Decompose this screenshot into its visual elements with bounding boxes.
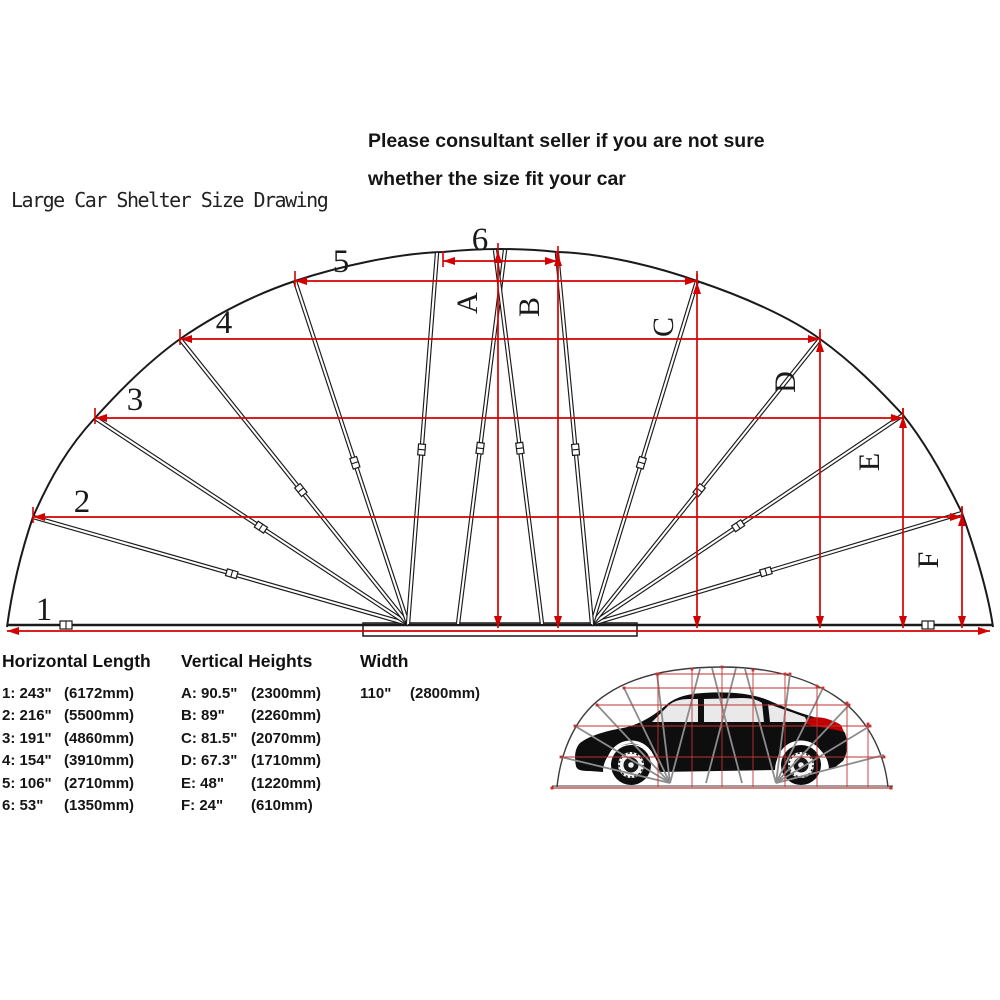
dimension-lines [7, 243, 990, 635]
v-dim-label-D: D [769, 371, 802, 393]
dimension-labels [36, 222, 945, 628]
table-row: 110" (2800mm) [360, 684, 481, 702]
width-heading: Width [360, 651, 409, 671]
table-row: B: 89" (2260mm) [181, 707, 322, 725]
h-dim-label-5: 5 [332, 244, 350, 280]
h-dim-label-4: 4 [215, 305, 233, 341]
table-row: 5: 106" (2710mm) [2, 774, 135, 792]
table-row: E: 48" (1220mm) [181, 774, 322, 792]
v-dim-label-F: F [912, 551, 945, 569]
drawing-title: Large Car Shelter Size Drawing [11, 188, 328, 212]
h-dim-label-3: 3 [126, 382, 144, 418]
table-row: F: 24" (610mm) [181, 797, 313, 815]
table-row: 3: 191" (4860mm) [2, 729, 135, 747]
v-dim-label-B: B [513, 296, 546, 318]
table-row: 4: 154" (3910mm) [2, 752, 135, 770]
vertical-heights-heading: Vertical Heights [181, 651, 313, 671]
width-table [360, 651, 480, 705]
horizontal-length-table [2, 651, 151, 817]
table-row: D: 67.3" (1710mm) [181, 752, 322, 770]
seller-notice-line2: whether the size fit your car [368, 168, 626, 190]
h-dim-label-2: 2 [73, 484, 91, 520]
horizontal-length-heading: Horizontal Length [2, 651, 151, 671]
table-row: 2: 216" (5500mm) [2, 707, 135, 725]
v-dim-label-C: C [647, 316, 680, 338]
car-scale-illustration [551, 666, 894, 790]
vertical-heights-table [181, 651, 321, 817]
h-dim-label-1: 1 [35, 592, 53, 628]
v-dim-label-A: A [451, 292, 484, 314]
table-row: 6: 53" (1350mm) [2, 797, 135, 815]
h-dim-label-6: 6 [471, 222, 489, 258]
table-row: 1: 243" (6172mm) [2, 684, 135, 702]
seller-notice-line1: Please consultant seller if you are not sure [368, 130, 765, 152]
v-dim-label-E: E [853, 452, 886, 472]
fan-structure [7, 249, 993, 636]
table-row: C: 81.5" (2070mm) [181, 729, 322, 747]
table-row: A: 90.5" (2300mm) [181, 684, 322, 702]
